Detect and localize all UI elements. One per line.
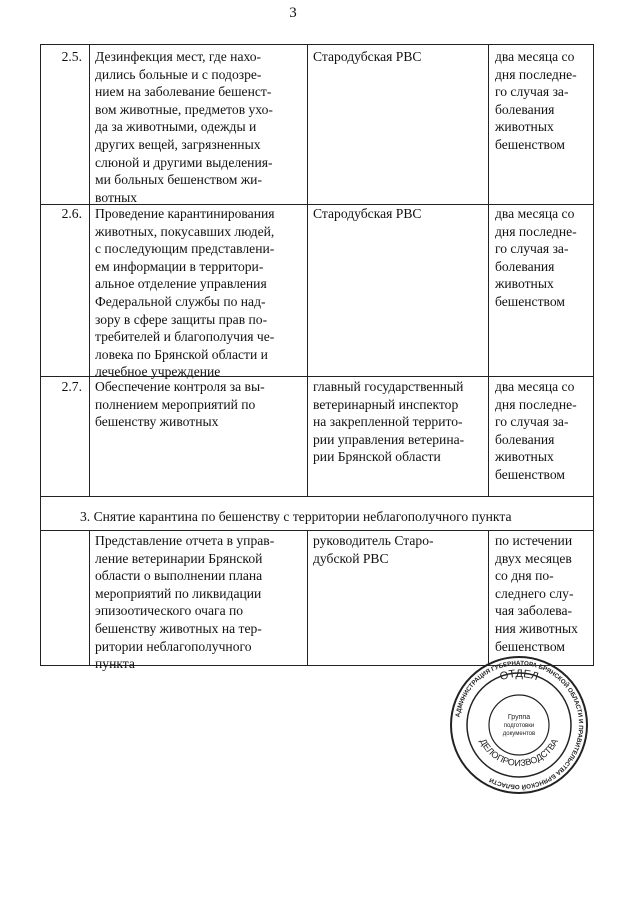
stamp-bottom-text: ДЕЛОПРОИЗВОДСТВА — [477, 736, 561, 769]
deadline-cell: два месяца со дня последне- го случая за- болевания животных бешенством — [495, 206, 577, 309]
table-border-left — [40, 44, 41, 666]
column-divider — [307, 44, 308, 496]
stamp-inner-line: Группа — [507, 714, 531, 721]
seal-stamp — [449, 655, 589, 795]
row-number: 2.6. — [61, 206, 82, 221]
measures-table — [40, 44, 594, 672]
page-number: 3 — [289, 5, 297, 21]
responsible-cell: Стародубская РВС — [313, 206, 422, 221]
deadline-cell: по истечении двух месяцев со дня по- следнего слу- чая заболева- ния животных бешенством — [495, 533, 578, 654]
stamp-inner-line: документов — [502, 731, 536, 737]
activity-cell: Представление отчета в управ- ление ветеринарии Брянской области о выполнении плана мероприятий по ликвидации эпизоотического очага по бешенству животных на тер- ритории неблагополучного пункта — [95, 533, 275, 672]
row-number: 2.5. — [61, 49, 82, 64]
responsible-cell: Стародубская РВС — [313, 49, 422, 64]
row-divider — [40, 496, 594, 497]
column-divider — [488, 530, 489, 665]
column-divider — [89, 44, 90, 496]
column-divider — [89, 530, 90, 665]
deadline-cell: два месяца со дня последне- го случая за- болевания животных бешенством — [495, 49, 577, 152]
row-divider — [40, 530, 594, 531]
responsible-cell: руководитель Старо- дубской РВС — [313, 533, 434, 566]
stamp-outer-text: АДМИНИСТРАЦИЯ ГУБЕРНАТОРА БРЯНСКОЙ ОБЛАСТИ И ПРАВИТЕЛЬСТВА БРЯНСКОЙ ОБЛАСТИ — [454, 659, 585, 791]
activity-cell: Обеспечение контроля за вы- полнением мероприятий по бешенству животных — [95, 379, 265, 430]
stamp-inner-line: подготовки — [503, 723, 535, 729]
row-number: 2.7. — [61, 379, 82, 394]
responsible-cell: главный государственный ветеринарный инспектор на закрепленной террито- рии управления ветерина- рии Брянской области — [313, 379, 465, 465]
activity-cell: Дезинфекция мест, где нахо- дились больные и с подозре- нием на заболевание бешенст- вом животные, предметов ухо- да за животными, одежды и других вещей, загрязненных слюной и другими выделения- ми больных бешенством жи- вотных — [95, 49, 273, 205]
deadline-cell: два месяца со дня последне- го случая за- болевания животных бешенством — [495, 379, 577, 482]
activity-cell: Проведение карантинирования животных, покусавших людей, с последующим представлени- ем информации в территори- альное отделение управления Федеральной службы по над- зору в сфере защиты прав по- требителей и благополучия че- ловека по Брянской области и лечебное учреждение — [95, 206, 275, 380]
column-divider — [307, 530, 308, 665]
stamp-top-text: ОТДЕЛ — [498, 667, 540, 684]
table-border-right — [593, 44, 594, 666]
column-divider — [488, 44, 489, 496]
section-heading: 3. Снятие карантина по бешенству с территории неблагополучного пункта — [80, 509, 512, 524]
table-border-top — [40, 44, 594, 45]
